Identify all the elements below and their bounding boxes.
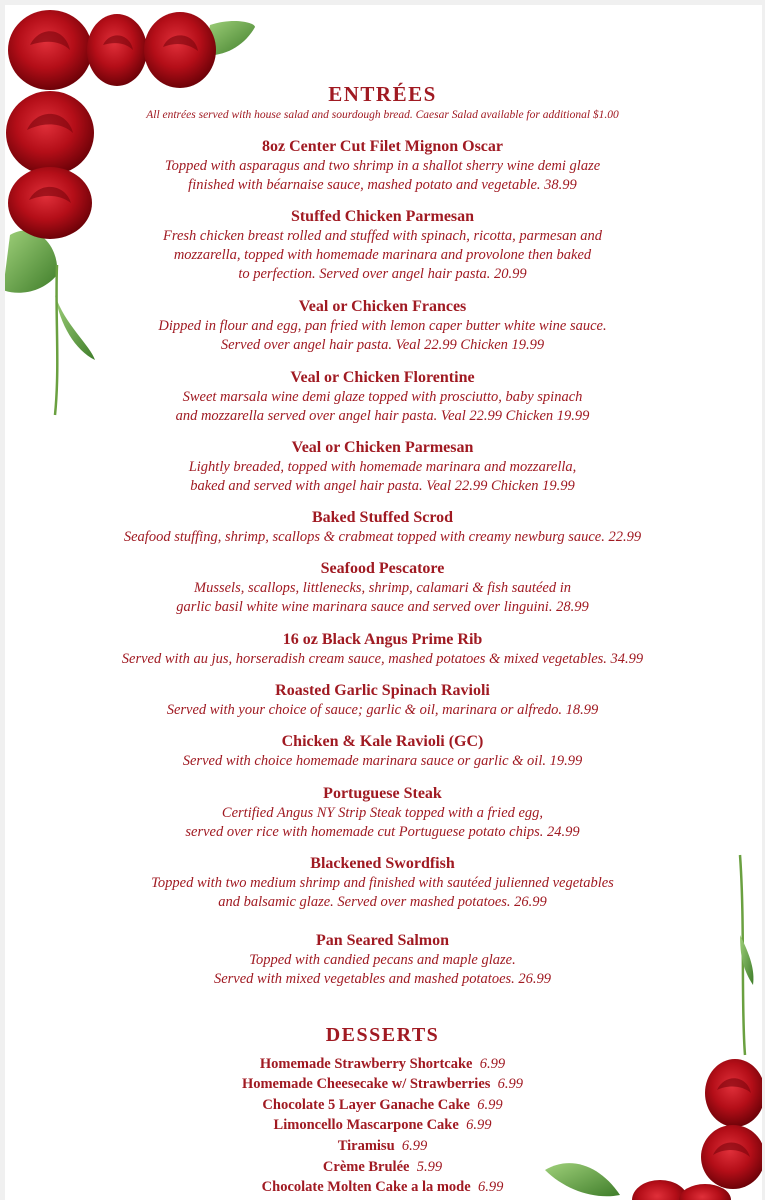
entree-item: [0, 508, 765, 547]
entree-name: Veal or Chicken Florentine: [290, 369, 475, 386]
entree-desc-line: Served with your choice of sauce; garlic & oil, marinara or alfredo. 18.99: [166, 702, 599, 718]
entree-desc-line: Served with mixed vegetables and mashed potatoes. 26.99: [213, 971, 552, 987]
dessert-item: [0, 1157, 765, 1177]
dessert-name: Homemade Cheesecake w/ Strawberries: [241, 1076, 491, 1092]
entrees-note: All entrées served with house salad and sourdough bread. Caesar Salad available for additional $1.00: [146, 109, 619, 121]
entree-name: 16 oz Black Angus Prime Rib: [282, 631, 483, 648]
entree-name: Baked Stuffed Scrod: [311, 509, 454, 526]
dessert-name: Tiramisu: [337, 1138, 395, 1154]
entree-item: [0, 732, 765, 771]
entree-name: Veal or Chicken Frances: [298, 298, 467, 315]
dessert-item: [0, 1054, 765, 1074]
entree-desc-line: and mozzarella served over angel hair pasta. Veal 22.99 Chicken 19.99: [175, 408, 590, 424]
dessert-price: 6.99: [401, 1138, 428, 1154]
dessert-name: Limoncello Mascarpone Cake: [273, 1117, 459, 1133]
dessert-price: 6.99: [479, 1056, 506, 1072]
entree-item: [0, 931, 765, 989]
entree-desc-line: Served with choice homemade marinara sauce or garlic & oil. 19.99: [182, 753, 583, 769]
entree-desc-line: Dipped in flour and egg, pan fried with lemon caper butter white wine sauce.: [158, 318, 607, 334]
entree-name: Seafood Pescatore: [320, 560, 445, 577]
entree-item: [0, 297, 765, 355]
desserts-title: DESSERTS: [325, 1024, 440, 1046]
entree-name: Roasted Garlic Spinach Ravioli: [275, 682, 490, 699]
entree-desc-line: Fresh chicken breast rolled and stuffed with spinach, ricotta, parmesan and: [163, 228, 602, 244]
entree-name: Blackened Swordfish: [310, 855, 455, 872]
entree-desc-line: finished with béarnaise sauce, mashed potato and vegetable. 38.99: [188, 177, 577, 193]
entree-desc-line: Served with au jus, horseradish cream sauce, mashed potatoes & mixed vegetables. 34.99: [121, 651, 644, 667]
entree-desc-line: baked and served with angel hair pasta. Veal 22.99 Chicken 19.99: [190, 478, 575, 494]
dessert-name: Homemade Strawberry Shortcake: [259, 1056, 473, 1072]
entree-item: [0, 438, 765, 496]
entree-desc-line: Seafood stuffing, shrimp, scallops & crabmeat topped with creamy newburg sauce. 22.99: [123, 529, 642, 545]
dessert-name: Chocolate 5 Layer Ganache Cake: [262, 1097, 470, 1113]
dessert-price: 6.99: [477, 1097, 503, 1113]
entree-name: Stuffed Chicken Parmesan: [290, 208, 475, 225]
entree-desc-line: Served over angel hair pasta. Veal 22.99 Chicken 19.99: [220, 337, 545, 353]
entree-name: Chicken & Kale Ravioli (GC): [281, 733, 484, 750]
entree-desc-line: Topped with two medium shrimp and finished with sautéed julienned vegetables: [151, 875, 614, 891]
dessert-item: [0, 1095, 765, 1115]
entree-item: [0, 854, 765, 912]
entree-desc-line: Mussels, scallops, littlenecks, shrimp, calamari & fish sautéed in: [194, 580, 571, 596]
dessert-item: [0, 1074, 765, 1094]
entree-desc-line: Lightly breaded, topped with homemade marinara and mozzarella,: [188, 459, 577, 475]
dessert-price: 5.99: [416, 1159, 443, 1175]
dessert-name: Chocolate Molten Cake a la mode: [261, 1179, 471, 1195]
entree-name: 8oz Center Cut Filet Mignon Oscar: [262, 138, 503, 155]
entree-name: Veal or Chicken Parmesan: [291, 439, 474, 456]
dessert-item: [0, 1177, 765, 1197]
dessert-item: [0, 1136, 765, 1156]
entree-item: [0, 559, 765, 617]
entree-desc-line: garlic basil white wine marinara sauce and served over linguini. 28.99: [176, 599, 589, 615]
entree-desc-line: to perfection. Served over angel hair pasta. 20.99: [238, 266, 527, 282]
entree-desc-line: and balsamic glaze. Served over mashed potatoes. 26.99: [218, 894, 547, 910]
entree-desc-line: Topped with candied pecans and maple glaze.: [249, 952, 516, 968]
entree-item: [0, 137, 765, 195]
dessert-name: Crème Brulée: [322, 1159, 410, 1175]
dessert-price: 6.99: [497, 1076, 524, 1092]
entree-desc-line: Topped with asparagus and two shrimp in a shallot sherry wine demi glaze: [164, 158, 601, 174]
entree-desc-line: Certified Angus NY Strip Steak topped with a fried egg,: [221, 805, 544, 821]
entree-item: [0, 681, 765, 720]
entree-name: Pan Seared Salmon: [315, 932, 450, 949]
dessert-item: [0, 1115, 765, 1135]
entree-item: [0, 630, 765, 669]
entree-desc-line: mozzarella, topped with homemade marinara and provolone then baked: [173, 247, 592, 263]
entree-desc-line: served over rice with homemade cut Portuguese potato chips. 24.99: [185, 824, 580, 840]
entree-item: [0, 784, 765, 842]
entrees-title: ENTRÉES: [328, 82, 437, 106]
dessert-price: 6.99: [477, 1179, 504, 1195]
entree-item: [0, 207, 765, 284]
entree-desc-line: Sweet marsala wine demi glaze topped with prosciutto, baby spinach: [182, 389, 583, 405]
entree-name: Portuguese Steak: [323, 785, 442, 802]
dessert-price: 6.99: [466, 1117, 492, 1133]
entree-item: [0, 368, 765, 426]
